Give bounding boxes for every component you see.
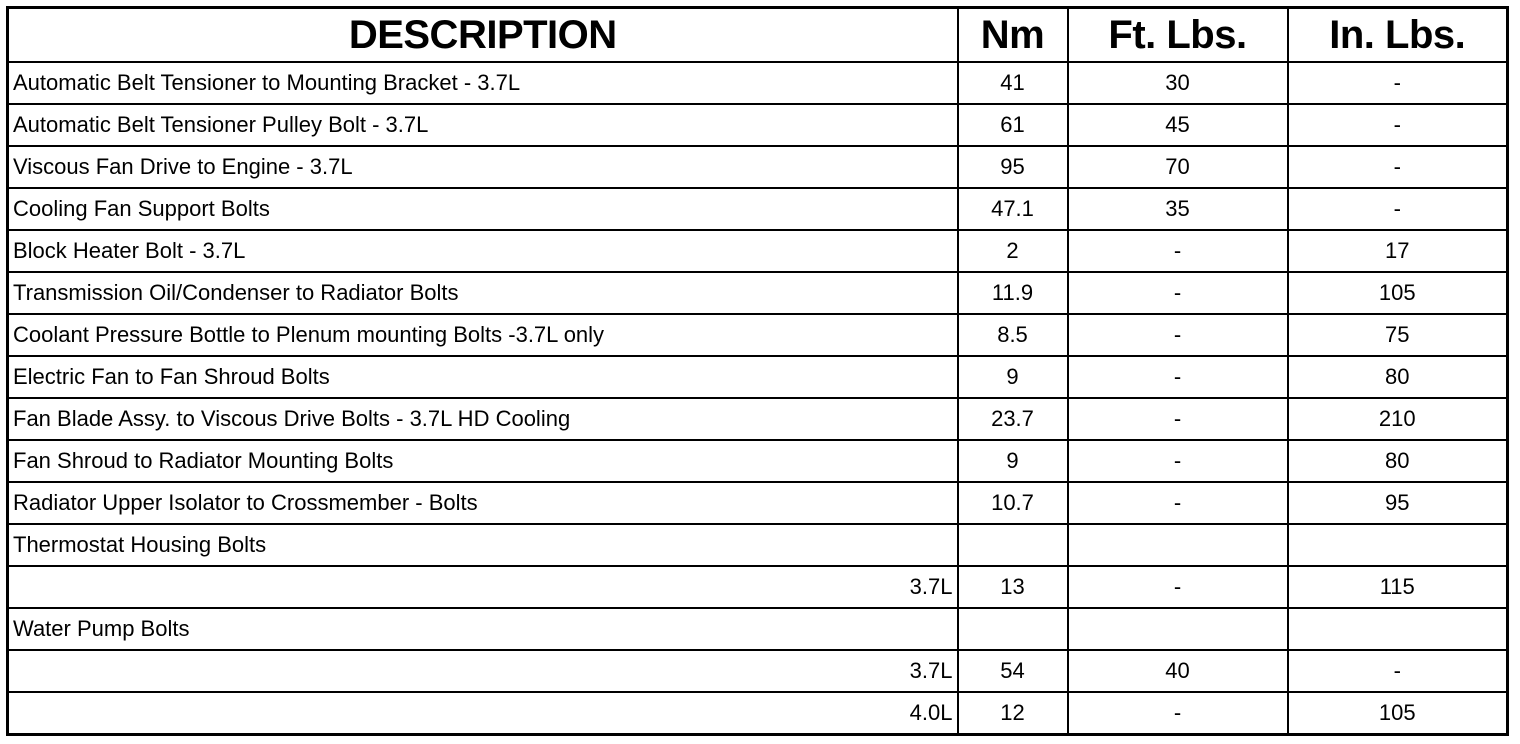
cell-description: Block Heater Bolt - 3.7L xyxy=(8,230,958,272)
cell-ft-lbs: 40 xyxy=(1068,650,1288,692)
cell-description: 3.7L xyxy=(8,650,958,692)
table-row xyxy=(8,398,1508,440)
cell-description: Fan Shroud to Radiator Mounting Bolts xyxy=(8,440,958,482)
cell-nm: 9 xyxy=(958,356,1068,398)
table-row xyxy=(8,62,1508,104)
cell-description: Thermostat Housing Bolts xyxy=(8,524,958,566)
cell-nm: 10.7 xyxy=(958,482,1068,524)
cell-ft-lbs: 70 xyxy=(1068,146,1288,188)
cell-nm: 11.9 xyxy=(958,272,1068,314)
cell-description: Automatic Belt Tensioner to Mounting Bracket - 3.7L xyxy=(8,62,958,104)
table-row xyxy=(8,692,1508,735)
cell-description: Automatic Belt Tensioner Pulley Bolt - 3.7L xyxy=(8,104,958,146)
cell-in-lbs: 105 xyxy=(1288,692,1508,735)
table-row xyxy=(8,440,1508,482)
cell-description: Coolant Pressure Bottle to Plenum mounting Bolts -3.7L only xyxy=(8,314,958,356)
cell-in-lbs: 210 xyxy=(1288,398,1508,440)
cell-in-lbs: 80 xyxy=(1288,356,1508,398)
cell-in-lbs: - xyxy=(1288,188,1508,230)
cell-ft-lbs: - xyxy=(1068,692,1288,735)
cell-nm: 95 xyxy=(958,146,1068,188)
cell-description: Cooling Fan Support Bolts xyxy=(8,188,958,230)
cell-ft-lbs: - xyxy=(1068,314,1288,356)
cell-nm xyxy=(958,524,1068,566)
cell-description: Water Pump Bolts xyxy=(8,608,958,650)
cell-nm: 23.7 xyxy=(958,398,1068,440)
table-row xyxy=(8,272,1508,314)
cell-ft-lbs: - xyxy=(1068,356,1288,398)
cell-nm: 12 xyxy=(958,692,1068,735)
cell-ft-lbs xyxy=(1068,608,1288,650)
cell-in-lbs: 75 xyxy=(1288,314,1508,356)
cell-in-lbs: - xyxy=(1288,146,1508,188)
header-nm: Nm xyxy=(958,8,1068,63)
cell-description: 4.0L xyxy=(8,692,958,735)
cell-in-lbs: 80 xyxy=(1288,440,1508,482)
cell-in-lbs xyxy=(1288,524,1508,566)
table-row xyxy=(8,146,1508,188)
cell-description: Fan Blade Assy. to Viscous Drive Bolts - 3.7L HD Cooling xyxy=(8,398,958,440)
cell-in-lbs: - xyxy=(1288,62,1508,104)
table-row xyxy=(8,314,1508,356)
cell-in-lbs: - xyxy=(1288,650,1508,692)
table-row xyxy=(8,230,1508,272)
cell-ft-lbs: - xyxy=(1068,272,1288,314)
torque-spec-table-container xyxy=(6,6,1509,736)
cell-ft-lbs: 30 xyxy=(1068,62,1288,104)
torque-spec-table xyxy=(6,6,1509,736)
table-row xyxy=(8,524,1508,566)
cell-in-lbs xyxy=(1288,608,1508,650)
cell-nm: 13 xyxy=(958,566,1068,608)
table-row xyxy=(8,104,1508,146)
table-row xyxy=(8,566,1508,608)
cell-nm: 47.1 xyxy=(958,188,1068,230)
header-description: DESCRIPTION xyxy=(8,8,958,63)
cell-description: Radiator Upper Isolator to Crossmember - Bolts xyxy=(8,482,958,524)
cell-in-lbs: - xyxy=(1288,104,1508,146)
table-row xyxy=(8,608,1508,650)
header-row xyxy=(8,8,1508,63)
table-row xyxy=(8,650,1508,692)
cell-nm xyxy=(958,608,1068,650)
cell-nm: 41 xyxy=(958,62,1068,104)
cell-ft-lbs: 35 xyxy=(1068,188,1288,230)
cell-ft-lbs xyxy=(1068,524,1288,566)
cell-ft-lbs: - xyxy=(1068,398,1288,440)
cell-nm: 54 xyxy=(958,650,1068,692)
cell-ft-lbs: - xyxy=(1068,230,1288,272)
header-ft-lbs: Ft. Lbs. xyxy=(1068,8,1288,63)
cell-ft-lbs: 45 xyxy=(1068,104,1288,146)
table-body xyxy=(8,62,1508,735)
cell-in-lbs: 95 xyxy=(1288,482,1508,524)
cell-in-lbs: 115 xyxy=(1288,566,1508,608)
cell-in-lbs: 105 xyxy=(1288,272,1508,314)
cell-ft-lbs: - xyxy=(1068,566,1288,608)
header-in-lbs: In. Lbs. xyxy=(1288,8,1508,63)
cell-nm: 9 xyxy=(958,440,1068,482)
cell-description: Electric Fan to Fan Shroud Bolts xyxy=(8,356,958,398)
cell-description: 3.7L xyxy=(8,566,958,608)
table-row xyxy=(8,188,1508,230)
cell-nm: 8.5 xyxy=(958,314,1068,356)
cell-description: Viscous Fan Drive to Engine - 3.7L xyxy=(8,146,958,188)
cell-in-lbs: 17 xyxy=(1288,230,1508,272)
cell-nm: 2 xyxy=(958,230,1068,272)
cell-nm: 61 xyxy=(958,104,1068,146)
cell-ft-lbs: - xyxy=(1068,482,1288,524)
table-row xyxy=(8,356,1508,398)
cell-description: Transmission Oil/Condenser to Radiator Bolts xyxy=(8,272,958,314)
cell-ft-lbs: - xyxy=(1068,440,1288,482)
table-row xyxy=(8,482,1508,524)
